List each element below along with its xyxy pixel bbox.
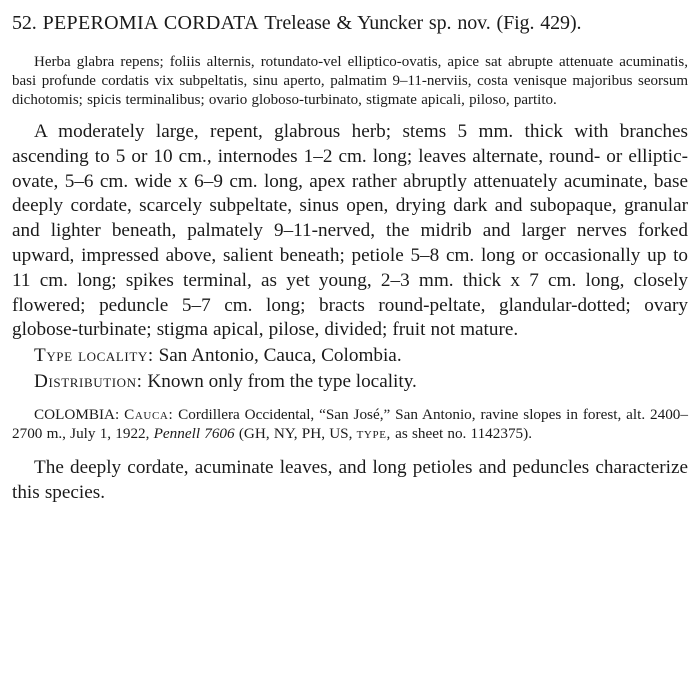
latin-diagnosis: Herba glabra repens; foliis alternis, rotundato-vel elliptico-ovatis, apice sat abrupte attenuate acuminatis, basi profunde cordatis vix subpeltatis, sinu aperto, palmatim 9–11-nerviis, costa venisque majoribus seorsum dichotomis; spicis terminalibus; ovario globoso-turbinato, stigmate apicali, piloso, partito. <box>12 54 688 108</box>
species-heading <box>12 10 688 37</box>
type-locality-label: Type locality: <box>34 345 154 367</box>
species-remarks: The deeply cordate, acuminate leaves, and long petioles and peduncles characterize this species. <box>12 456 688 503</box>
species-description: A moderately large, repent, glabrous herb; stems 5 mm. thick with branches ascending to 5 or 10 cm., internodes 1–2 cm. long; leaves alternate, round- or elliptic-ovate, 5–6 cm. wide x 6–9 cm. long, apex rather abruptly attenuately acuminate, base deeply cordate, scarcely subpeltate, sinus open, drying dark and subopaque, granular and lighter beneath, palmately 9–11-nerved, the midrib and larger nerves forked upward, impressed above, salient beneath; petiole 5–8 cm. long or occasionally up to 11 cm. long; spikes terminal, as yet young, 2–3 mm. thick x 7 cm. long, closely flowered; peduncle 5–7 cm. long; bracts round-peltate, glandular-dotted; ovary globose-turbinate; stigma apical, pilose, divided; fruit not mature. <box>12 121 688 341</box>
distribution-label: Distribution: <box>34 370 143 392</box>
specimen-herbaria: (GH, NY, PH, US, <box>238 425 353 443</box>
specimen-type-label: type, <box>356 425 391 443</box>
specimen-details: Cordillera Occidental, “San José,” San Antonio, ravine slopes in forest, alt. 2400–2700 m., July 1, 1922, <box>12 405 688 443</box>
species-number: 52. <box>12 12 37 34</box>
species-authors: Trelease & Yuncker sp. nov. (Fig. 429). <box>264 12 582 34</box>
distribution <box>12 370 688 395</box>
distribution-value: Known only from the type locality. <box>147 370 417 392</box>
specimen-citation <box>12 405 688 444</box>
specimen-country: COLOMBIA: <box>34 405 120 423</box>
specimen-sheet: as sheet no. 1142375). <box>395 425 532 443</box>
species-name: PEPEROMIA CORDATA <box>42 12 259 34</box>
specimen-collector: Pennell 7606 <box>153 425 235 443</box>
specimen-department: Cauca: <box>124 405 174 423</box>
type-locality <box>12 344 688 369</box>
type-locality-value: San Antonio, Cauca, Colombia. <box>158 345 402 367</box>
